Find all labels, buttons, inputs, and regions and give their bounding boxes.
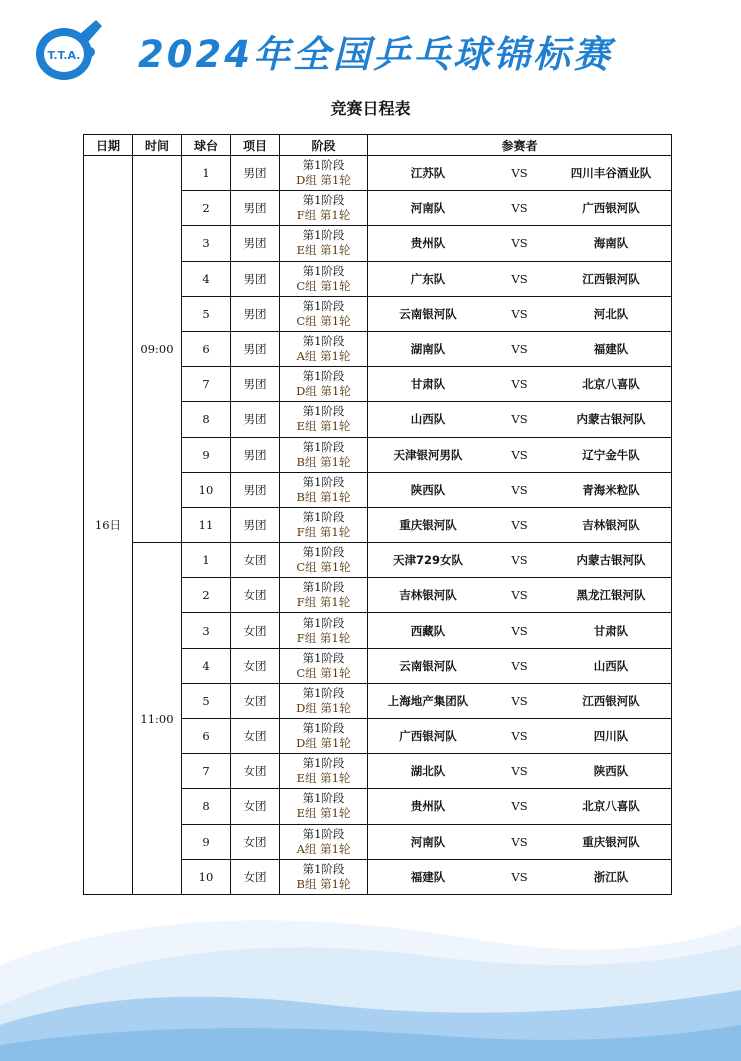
stage-label: 第1阶段 bbox=[302, 685, 345, 700]
stage-label: 第1阶段 bbox=[302, 404, 345, 419]
stage-label: 第1阶段 bbox=[302, 826, 345, 841]
team-a: 天津银河男队 bbox=[393, 447, 463, 462]
table-number-cell: 5 bbox=[182, 296, 231, 331]
matchup bbox=[368, 341, 671, 357]
vs-label: VS bbox=[511, 869, 528, 884]
team-b: 辽宁金牛队 bbox=[582, 447, 640, 462]
table-number-cell: 8 bbox=[182, 402, 231, 437]
team-b: 内蒙古银河队 bbox=[576, 412, 646, 427]
stage-cell bbox=[280, 648, 368, 683]
team-b: 广西银河队 bbox=[582, 201, 640, 216]
team-a: 上海地产集团队 bbox=[387, 693, 469, 708]
table-number-cell: 4 bbox=[182, 261, 231, 296]
stage-label: 第1阶段 bbox=[302, 791, 345, 806]
group-round-label: D组 第1轮 bbox=[296, 700, 351, 715]
group-round-label: F组 第1轮 bbox=[296, 595, 351, 610]
participants-cell bbox=[368, 296, 672, 331]
stage-cell bbox=[280, 437, 368, 472]
stage-label: 第1阶段 bbox=[302, 193, 345, 208]
stage-cell bbox=[280, 613, 368, 648]
schedule-table bbox=[83, 134, 672, 895]
event-cell: 女团 bbox=[231, 754, 280, 789]
group-round-label: B组 第1轮 bbox=[296, 454, 351, 469]
event-cell: 男团 bbox=[231, 156, 280, 191]
team-a: 广东队 bbox=[410, 271, 446, 286]
stage-cell bbox=[280, 719, 368, 754]
table-row bbox=[84, 156, 672, 191]
group-round-label: F组 第1轮 bbox=[296, 630, 351, 645]
event-cell: 男团 bbox=[231, 437, 280, 472]
stage-cell bbox=[280, 261, 368, 296]
team-a: 贵州队 bbox=[410, 236, 446, 251]
stage-label: 第1阶段 bbox=[302, 158, 345, 173]
table-number-cell: 11 bbox=[182, 507, 231, 542]
vs-label: VS bbox=[511, 342, 528, 357]
matchup bbox=[368, 411, 671, 427]
stage-label: 第1阶段 bbox=[302, 721, 345, 736]
schedule-body bbox=[84, 156, 672, 895]
stage-cell bbox=[280, 331, 368, 366]
group-round-label: E组 第1轮 bbox=[296, 806, 351, 821]
group-round-label: B组 第1轮 bbox=[296, 876, 351, 891]
event-cell: 女团 bbox=[231, 824, 280, 859]
stage-cell bbox=[280, 402, 368, 437]
table-number-cell: 7 bbox=[182, 367, 231, 402]
matchup bbox=[368, 869, 671, 885]
table-number-cell: 6 bbox=[182, 719, 231, 754]
team-b: 四川丰谷酒业队 bbox=[570, 166, 652, 181]
participants-cell bbox=[368, 437, 672, 472]
group-round-label: A组 第1轮 bbox=[296, 349, 351, 364]
stage-cell bbox=[280, 226, 368, 261]
participants-cell bbox=[368, 683, 672, 718]
vs-label: VS bbox=[511, 482, 528, 497]
team-b: 吉林银河队 bbox=[582, 517, 640, 532]
stage-label: 第1阶段 bbox=[302, 474, 345, 489]
vs-label: VS bbox=[511, 306, 528, 321]
table-number-cell: 10 bbox=[182, 472, 231, 507]
table-header-row bbox=[84, 135, 672, 156]
team-b: 江西银河队 bbox=[582, 693, 640, 708]
matchup bbox=[368, 235, 671, 251]
stage-cell bbox=[280, 191, 368, 226]
stage-label: 第1阶段 bbox=[302, 334, 345, 349]
matchup bbox=[368, 728, 671, 744]
vs-label: VS bbox=[511, 693, 528, 708]
matchup bbox=[368, 834, 671, 850]
team-a: 贵州队 bbox=[410, 799, 446, 814]
event-cell: 男团 bbox=[231, 507, 280, 542]
page-header bbox=[0, 0, 741, 95]
group-round-label: F组 第1轮 bbox=[296, 524, 351, 539]
team-b: 海南队 bbox=[593, 236, 629, 251]
stage-cell bbox=[280, 789, 368, 824]
matchup bbox=[368, 271, 671, 287]
matchup bbox=[368, 306, 671, 322]
matchup bbox=[368, 376, 671, 392]
vs-label: VS bbox=[511, 236, 528, 251]
table-number-cell: 4 bbox=[182, 648, 231, 683]
table-number-cell: 9 bbox=[182, 824, 231, 859]
participants-cell bbox=[368, 191, 672, 226]
event-cell: 男团 bbox=[231, 191, 280, 226]
stage-cell bbox=[280, 683, 368, 718]
stage-label: 第1阶段 bbox=[302, 615, 345, 630]
group-round-label: E组 第1轮 bbox=[296, 243, 351, 258]
vs-label: VS bbox=[511, 517, 528, 532]
header-date: 日期 bbox=[84, 135, 133, 156]
team-a: 天津729女队 bbox=[392, 553, 463, 568]
matchup bbox=[368, 587, 671, 603]
stage-label: 第1阶段 bbox=[302, 650, 345, 665]
vs-label: VS bbox=[511, 447, 528, 462]
group-round-label: C组 第1轮 bbox=[296, 560, 351, 575]
participants-cell bbox=[368, 543, 672, 578]
vs-label: VS bbox=[511, 729, 528, 744]
matchup bbox=[368, 447, 671, 463]
team-b: 北京八喜队 bbox=[582, 799, 640, 814]
participants-cell bbox=[368, 613, 672, 648]
matchup bbox=[368, 623, 671, 639]
participants-cell bbox=[368, 719, 672, 754]
stage-label: 第1阶段 bbox=[302, 439, 345, 454]
matchup bbox=[368, 658, 671, 674]
team-a: 河南队 bbox=[410, 201, 446, 216]
team-a: 云南银河队 bbox=[399, 306, 457, 321]
stage-cell bbox=[280, 507, 368, 542]
event-cell: 女团 bbox=[231, 578, 280, 613]
decorative-waves bbox=[0, 895, 741, 1061]
event-cell: 女团 bbox=[231, 789, 280, 824]
participants-cell bbox=[368, 367, 672, 402]
stage-label: 第1阶段 bbox=[302, 509, 345, 524]
team-b: 福建队 bbox=[593, 342, 629, 357]
participants-cell bbox=[368, 156, 672, 191]
team-b: 重庆银河队 bbox=[582, 834, 640, 849]
team-a: 河南队 bbox=[410, 834, 446, 849]
team-a: 吉林银河队 bbox=[399, 588, 457, 603]
time-cell: 11:00 bbox=[133, 543, 182, 895]
event-cell: 女团 bbox=[231, 613, 280, 648]
event-cell: 女团 bbox=[231, 648, 280, 683]
group-round-label: E组 第1轮 bbox=[296, 419, 351, 434]
stage-label: 第1阶段 bbox=[302, 545, 345, 560]
team-b: 山西队 bbox=[593, 658, 629, 673]
participants-cell bbox=[368, 472, 672, 507]
time-cell: 09:00 bbox=[133, 156, 182, 543]
vs-label: VS bbox=[511, 623, 528, 638]
matchup bbox=[368, 798, 671, 814]
table-number-cell: 9 bbox=[182, 437, 231, 472]
team-a: 江苏队 bbox=[410, 166, 446, 181]
vs-label: VS bbox=[511, 166, 528, 181]
header-time: 时间 bbox=[133, 135, 182, 156]
matchup bbox=[368, 482, 671, 498]
stage-cell bbox=[280, 859, 368, 894]
group-round-label: D组 第1轮 bbox=[296, 736, 351, 751]
group-round-label: A组 第1轮 bbox=[296, 841, 351, 856]
event-cell: 女团 bbox=[231, 719, 280, 754]
group-round-label: E组 第1轮 bbox=[296, 771, 351, 786]
event-cell: 男团 bbox=[231, 402, 280, 437]
participants-cell bbox=[368, 754, 672, 789]
header-stage: 阶段 bbox=[280, 135, 368, 156]
date-cell: 16日 bbox=[84, 156, 133, 895]
stage-label: 第1阶段 bbox=[302, 263, 345, 278]
event-cell: 男团 bbox=[231, 472, 280, 507]
group-round-label: D组 第1轮 bbox=[296, 173, 351, 188]
participants-cell bbox=[368, 261, 672, 296]
participants-cell bbox=[368, 648, 672, 683]
matchup bbox=[368, 200, 671, 216]
group-round-label: C组 第1轮 bbox=[296, 665, 351, 680]
stage-cell bbox=[280, 824, 368, 859]
participants-cell bbox=[368, 789, 672, 824]
stage-cell bbox=[280, 367, 368, 402]
table-number-cell: 2 bbox=[182, 191, 231, 226]
vs-label: VS bbox=[511, 834, 528, 849]
team-b: 内蒙古银河队 bbox=[576, 553, 646, 568]
participants-cell bbox=[368, 507, 672, 542]
event-cell: 女团 bbox=[231, 683, 280, 718]
table-number-cell: 5 bbox=[182, 683, 231, 718]
vs-label: VS bbox=[511, 377, 528, 392]
stage-cell bbox=[280, 156, 368, 191]
event-cell: 男团 bbox=[231, 331, 280, 366]
matchup bbox=[368, 552, 671, 568]
table-number-cell: 10 bbox=[182, 859, 231, 894]
participants-cell bbox=[368, 402, 672, 437]
table-row bbox=[84, 543, 672, 578]
team-a: 西藏队 bbox=[410, 623, 446, 638]
team-a: 山西队 bbox=[410, 412, 446, 427]
event-cell: 女团 bbox=[231, 859, 280, 894]
table-number-cell: 1 bbox=[182, 156, 231, 191]
participants-cell bbox=[368, 824, 672, 859]
stage-cell bbox=[280, 296, 368, 331]
team-a: 湖北队 bbox=[410, 764, 446, 779]
stage-label: 第1阶段 bbox=[302, 369, 345, 384]
table-number-cell: 7 bbox=[182, 754, 231, 789]
group-round-label: C组 第1轮 bbox=[296, 278, 351, 293]
table-number-cell: 1 bbox=[182, 543, 231, 578]
participants-cell bbox=[368, 859, 672, 894]
ttа-logo-icon bbox=[30, 16, 104, 82]
matchup bbox=[368, 763, 671, 779]
stage-label: 第1阶段 bbox=[302, 756, 345, 771]
vs-label: VS bbox=[511, 799, 528, 814]
team-a: 重庆银河队 bbox=[399, 517, 457, 532]
stage-label: 第1阶段 bbox=[302, 298, 345, 313]
header-event: 项目 bbox=[231, 135, 280, 156]
team-a: 广西银河队 bbox=[399, 729, 457, 744]
header-participants: 参赛者 bbox=[368, 135, 672, 156]
team-a: 湖南队 bbox=[410, 342, 446, 357]
vs-label: VS bbox=[511, 553, 528, 568]
table-number-cell: 8 bbox=[182, 789, 231, 824]
team-b: 河北队 bbox=[593, 306, 629, 321]
event-cell: 男团 bbox=[231, 226, 280, 261]
event-cell: 男团 bbox=[231, 261, 280, 296]
team-a: 云南银河队 bbox=[399, 658, 457, 673]
stage-label: 第1阶段 bbox=[302, 580, 345, 595]
team-a: 陕西队 bbox=[410, 482, 446, 497]
team-b: 北京八喜队 bbox=[582, 377, 640, 392]
stage-cell bbox=[280, 578, 368, 613]
group-round-label: D组 第1轮 bbox=[296, 384, 351, 399]
group-round-label: F组 第1轮 bbox=[296, 208, 351, 223]
stage-label: 第1阶段 bbox=[302, 861, 345, 876]
header-table-no: 球台 bbox=[182, 135, 231, 156]
group-round-label: B组 第1轮 bbox=[296, 489, 351, 504]
team-b: 江西银河队 bbox=[582, 271, 640, 286]
schedule-subtitle: 竞赛日程表 bbox=[330, 99, 411, 118]
vs-label: VS bbox=[511, 764, 528, 779]
vs-label: VS bbox=[511, 201, 528, 216]
vs-label: VS bbox=[511, 271, 528, 286]
logo-text: T.T.A. bbox=[47, 49, 81, 62]
team-a: 甘肃队 bbox=[410, 377, 446, 392]
team-b: 甘肃队 bbox=[593, 623, 629, 638]
stage-cell bbox=[280, 754, 368, 789]
team-b: 浙江队 bbox=[593, 869, 629, 884]
matchup bbox=[368, 517, 671, 533]
matchup bbox=[368, 165, 671, 181]
stage-label: 第1阶段 bbox=[302, 228, 345, 243]
stage-cell bbox=[280, 472, 368, 507]
vs-label: VS bbox=[511, 588, 528, 603]
team-b: 黑龙江银河队 bbox=[576, 588, 646, 603]
page-title: 2024年全国乒乓球锦标赛 bbox=[138, 33, 613, 76]
matchup bbox=[368, 693, 671, 709]
event-cell: 男团 bbox=[231, 367, 280, 402]
event-cell: 女团 bbox=[231, 543, 280, 578]
stage-cell bbox=[280, 543, 368, 578]
vs-label: VS bbox=[511, 658, 528, 673]
table-number-cell: 6 bbox=[182, 331, 231, 366]
table-number-cell: 2 bbox=[182, 578, 231, 613]
team-b: 四川队 bbox=[593, 729, 629, 744]
team-a: 福建队 bbox=[410, 869, 446, 884]
event-cell: 男团 bbox=[231, 296, 280, 331]
participants-cell bbox=[368, 331, 672, 366]
participants-cell bbox=[368, 226, 672, 261]
team-b: 青海米粒队 bbox=[582, 482, 640, 497]
table-number-cell: 3 bbox=[182, 226, 231, 261]
participants-cell bbox=[368, 578, 672, 613]
vs-label: VS bbox=[511, 412, 528, 427]
team-b: 陕西队 bbox=[593, 764, 629, 779]
group-round-label: C组 第1轮 bbox=[296, 313, 351, 328]
table-number-cell: 3 bbox=[182, 613, 231, 648]
